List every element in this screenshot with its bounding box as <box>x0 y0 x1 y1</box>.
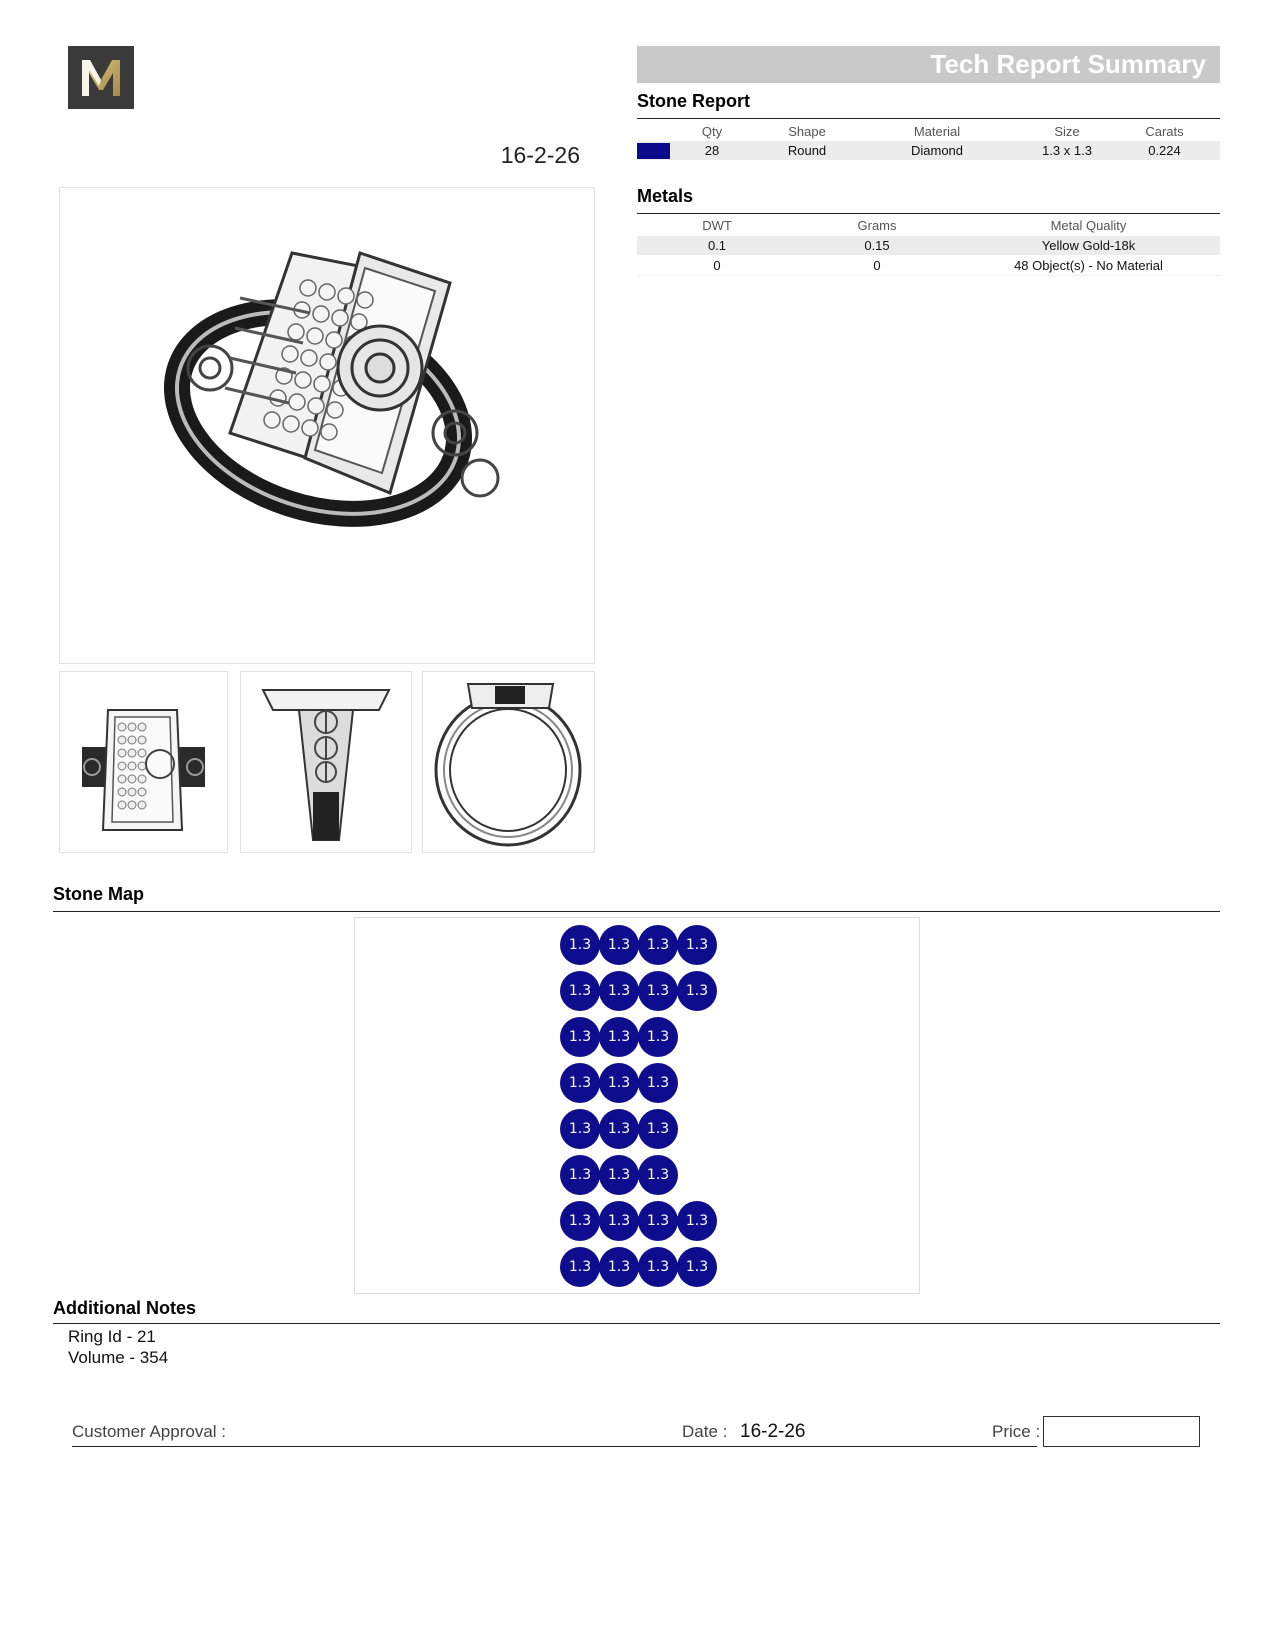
metal-quality: 48 Object(s) - No Material <box>1014 258 1163 273</box>
stone-report-title: Stone Report <box>637 91 751 111</box>
stone-marker: 1.3 <box>677 1247 717 1287</box>
ring-front-view <box>422 671 595 853</box>
notes-body <box>68 1326 168 1368</box>
stone-map-title: Stone Map <box>53 884 145 904</box>
stone-marker: 1.3 <box>638 1109 678 1149</box>
metal-quality: Yellow Gold-18k <box>1041 238 1136 253</box>
ring-top-view <box>59 671 228 853</box>
col-dwt: DWT <box>702 217 732 233</box>
ring-side-view <box>240 671 412 853</box>
ring-perspective-image <box>60 188 594 663</box>
stone-material: Diamond <box>910 143 964 158</box>
stone-marker: 1.3 <box>599 1201 639 1241</box>
company-logo <box>68 46 134 109</box>
stone-carats: 0.224 <box>1148 143 1181 158</box>
ring-top-image <box>60 672 227 852</box>
stone-qty: 28 <box>704 143 720 158</box>
ring-side-image <box>241 672 411 852</box>
stone-marker: 1.3 <box>638 1063 678 1103</box>
stone-report-rule <box>637 118 1220 119</box>
date-label: Date : <box>682 1422 728 1441</box>
stone-marker: 1.3 <box>677 971 717 1011</box>
col-size: Size <box>1054 123 1080 139</box>
report-date: 16-2-26 <box>500 142 580 168</box>
metals-title: Metals <box>637 186 694 206</box>
report-title: Tech Report Summary <box>930 49 1206 79</box>
metals-table-row <box>637 256 1220 276</box>
metal-grams: 0 <box>873 258 881 273</box>
stone-shape: Round <box>787 143 827 158</box>
stone-marker: 1.3 <box>599 1247 639 1287</box>
stone-map <box>354 917 920 1294</box>
price-field[interactable] <box>1043 1416 1200 1447</box>
stone-marker: 1.3 <box>638 1247 678 1287</box>
stone-marker: 1.3 <box>599 1017 639 1057</box>
col-metal-quality: Metal Quality <box>1050 217 1127 233</box>
stone-marker: 1.3 <box>560 1247 600 1287</box>
approval-rule <box>72 1446 1037 1447</box>
col-carats: Carats <box>1145 123 1184 139</box>
stone-marker: 1.3 <box>638 1017 678 1057</box>
stone-marker: 1.3 <box>599 1109 639 1149</box>
metal-dwt: 0 <box>713 258 721 273</box>
col-qty: Qty <box>701 123 723 139</box>
ring-main-view <box>59 187 595 664</box>
notes-rule <box>53 1323 1220 1324</box>
metal-grams: 0.15 <box>864 238 890 253</box>
stone-marker: 1.3 <box>638 971 678 1011</box>
col-grams: Grams <box>857 217 897 233</box>
metals-rule <box>637 213 1220 214</box>
metal-dwt: 0.1 <box>707 238 727 253</box>
customer-approval-label: Customer Approval : <box>72 1422 227 1441</box>
metals-table-row <box>637 236 1220 255</box>
col-material: Material <box>913 123 961 139</box>
stone-marker: 1.3 <box>560 925 600 965</box>
stone-marker: 1.3 <box>638 1201 678 1241</box>
stone-table-header <box>637 122 1220 140</box>
col-shape: Shape <box>788 123 826 139</box>
stone-map-rule <box>53 911 1220 912</box>
stone-marker: 1.3 <box>599 1063 639 1103</box>
stone-marker: 1.3 <box>638 1155 678 1195</box>
stone-marker: 1.3 <box>560 1201 600 1241</box>
notes-title: Additional Notes <box>53 1298 196 1318</box>
ring-front-image <box>423 672 594 852</box>
stone-table-row <box>637 141 1220 160</box>
stone-marker: 1.3 <box>560 1017 600 1057</box>
stone-marker: 1.3 <box>638 925 678 965</box>
stone-marker: 1.3 <box>599 1155 639 1195</box>
price-label: Price : <box>992 1422 1041 1441</box>
metals-table-header <box>637 216 1220 234</box>
logo-m-icon <box>68 46 134 109</box>
approval-date: 16-2-26 <box>740 1421 806 1442</box>
stone-marker: 1.3 <box>560 1155 600 1195</box>
stone-marker: 1.3 <box>599 925 639 965</box>
stone-marker: 1.3 <box>599 971 639 1011</box>
stone-color-swatch <box>637 143 670 159</box>
note-line: Ring Id - 21 <box>68 1327 156 1346</box>
note-line: Volume - 354 <box>68 1348 169 1367</box>
title-bar <box>637 46 1220 83</box>
stone-marker: 1.3 <box>677 1201 717 1241</box>
stone-marker: 1.3 <box>677 925 717 965</box>
stone-size: 1.3 x 1.3 <box>1042 143 1092 158</box>
stone-marker: 1.3 <box>560 1063 600 1103</box>
stone-marker: 1.3 <box>560 971 600 1011</box>
stone-marker: 1.3 <box>560 1109 600 1149</box>
